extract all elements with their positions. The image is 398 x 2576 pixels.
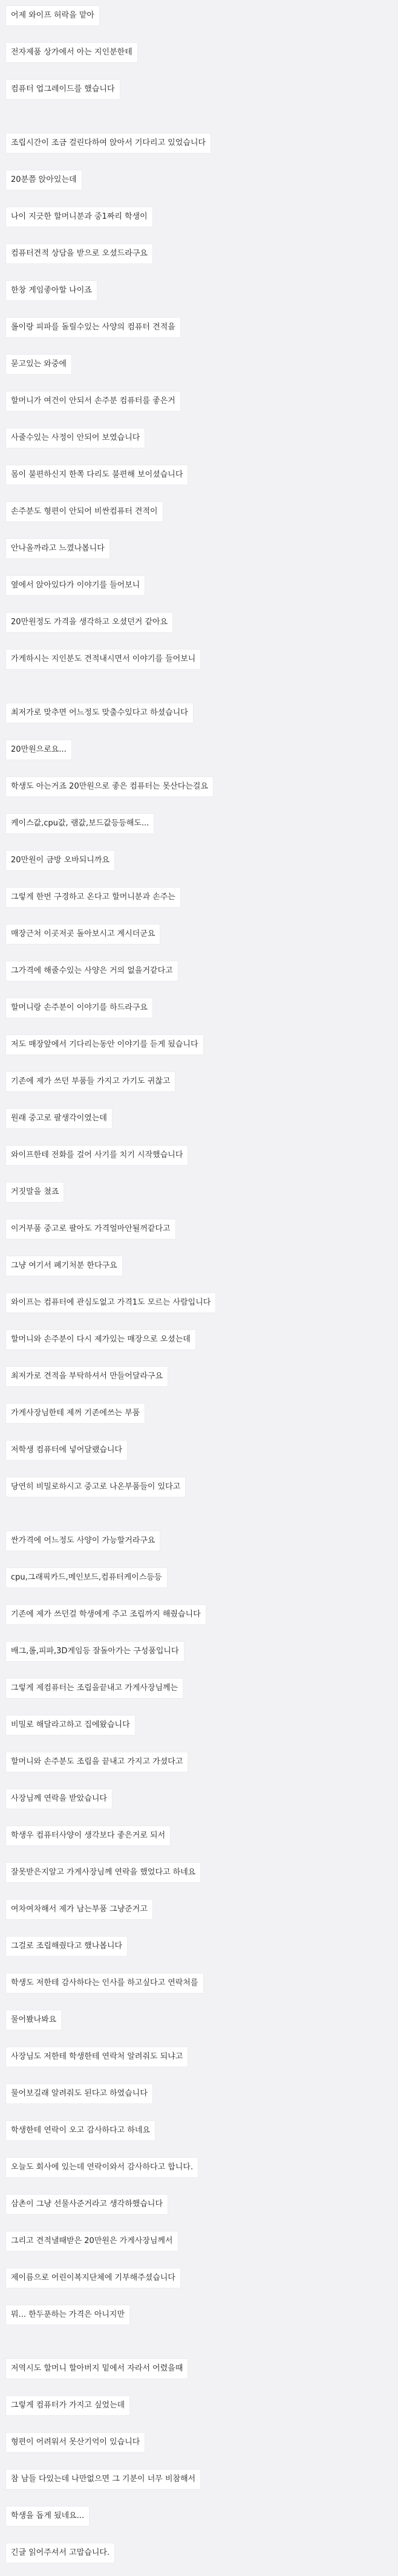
post-text-line: 와이프한테 전화를 걸어 사기를 치기 시작했습니다 [6, 1146, 188, 1165]
post-text-line: 가게사장님한테 제꺼 기존에쓰는 부품 [6, 1404, 145, 1423]
post-text-line: 잘못받은지알고 가게사장님께 연락을 했었다고 하네요 [6, 1863, 200, 1882]
post-text-line: 사장님께 연락을 받았습니다 [6, 1789, 112, 1809]
post-text-line: 사장님도 저한테 학생한테 연락처 알려줘도 되냐고 [6, 2047, 188, 2067]
post-text-line: 컴퓨터견적 상담을 받으로 오셨드라구요 [6, 244, 152, 263]
post-text-line: 케이스값,cpu값, 램값,보드값등등해도... [6, 814, 154, 833]
post-text-line: 20만원이 금방 오바되니까요 [6, 851, 114, 870]
post-text-line: 물어봤나봐요 [6, 2010, 61, 2030]
post-text-line: 할머니와 손주분도 조립을 끝내고 가지고 가셨다고 [6, 1752, 188, 1772]
post-text-line: 최저가로 맞추면 어느정도 맞출수있다고 하셨습니다 [6, 703, 193, 723]
post-text-line: 그냥 여기서 폐기처분 한다구요 [6, 1256, 122, 1276]
post-text-line: 저역시도 할머니 할아버지 밑에서 자라서 어렸을때 [6, 2359, 188, 2378]
post-text-line: 학생우 컴퓨터사양이 생각보다 좋은거로 되서 [6, 1826, 170, 1845]
post-text-line: 학생을 돕게 됬네요... [6, 2507, 89, 2526]
post-text-line: 여차여차해서 제가 남는부품 그냥준거고 [6, 1900, 152, 1919]
post-text-line: 뭐... 한두푼하는 가격은 아니지만 [6, 2305, 129, 2325]
post-text-line: 학생도 아는거죠 20만원으로 좋은 컴퓨터는 못산다는걸요 [6, 777, 213, 796]
post-text-line: 할머니와 손주분이 다시 제가있는 매장으로 오셨는데 [6, 1330, 195, 1349]
post-text-line: 배그,롤,피파,3D게임등 잘돌아가는 구성품입니다 [6, 1642, 184, 1661]
post-text-line: 20만원으로요... [6, 740, 71, 760]
post-text-line: 그가격에 해줄수있는 사양은 거의 없을거같다고 [6, 961, 178, 981]
post-text-line: 저도 매장앞에서 기다리는동안 이야기를 듣게 됬습니다 [6, 1035, 203, 1054]
post-text-line: 안나올까라고 느꼈나봅니다 [6, 539, 109, 558]
post-text-line: 제이름으로 어린이복지단체에 기부해주셨습니다 [6, 2268, 180, 2288]
post-text-line: 롤이랑 피파를 돌릴수있는 사양의 컴퓨터 견적을 [6, 318, 180, 337]
post-text-line: 몸이 불편하신지 한쪽 다리도 불편해 보이셨습니다 [6, 465, 188, 485]
post-text-line: 20만원정도 가격을 생각하고 오셨던거 같아요 [6, 613, 172, 632]
post-text-line: 당연히 비밀로하시고 중고로 나온부품들이 있다고 [6, 1477, 185, 1497]
post-text-line: 그렇게 제컴퓨터는 조립을끝내고 가게사장님께는 [6, 1679, 183, 1698]
post-text-line: 삼촌이 그냥 선물사준거라고 생각하했습니다 [6, 2195, 168, 2214]
post-text-line: 비밀로 해달라고하고 집에왔습니다 [6, 1716, 135, 1735]
post-text-line: 할머니가 여건이 안되서 손주분 컴퓨터를 좋은거 [6, 392, 180, 411]
post-text-line: 그리고 견적낼때받은 20만원은 가게사장님께서 [6, 2232, 178, 2251]
post-text-line: 묻고있는 와중에 [6, 355, 71, 374]
post-text-line: 손주분도 형편이 안되어 비싼컴퓨터 견적이 [6, 502, 163, 521]
post-text-line: 참 남들 다있는데 나만없으면 그 기분이 너무 비참해서 [6, 2470, 200, 2489]
post-text-line: 그렇게 컴퓨터가 가지고 싶었는데 [6, 2396, 129, 2415]
post-text-line: 기존에 제가 쓰던 부품들 가지고 가기도 귀찮고 [6, 1072, 175, 1091]
post-text-line: 할머니랑 손주분이 이야기를 하드라구요 [6, 998, 152, 1018]
post-text-line: 와이프는 컴퓨터에 관심도없고 가격1도 모르는 사람입니다 [6, 1293, 215, 1312]
post-text-line: 20분쯤 앉아있는데 [6, 170, 82, 190]
post-text-line: 학생도 저한테 감사하다는 인사를 하고싶다고 연락처를 [6, 1974, 203, 1993]
post-text-line: 사줄수있는 사정이 안되어 보였습니다 [6, 428, 145, 448]
post-text-line: 매장근처 이곳저곳 돌아보시고 계시더군요 [6, 925, 160, 944]
post-text-line: 조립시간이 조금 걸린다하여 앉아서 기다리고 있었습니다 [6, 134, 210, 153]
post-text-line: 오늘도 회사에 있는데 연락이와서 감사하다고 합니다. [6, 2158, 198, 2177]
post-text-line: 물어보길래 알려줘도 된다고 하였습니다 [6, 2084, 152, 2103]
post-text-line: 전자제품 상가에서 아는 지인분한테 [6, 43, 137, 62]
post-text-line: cpu,그래픽카드,메인보드,컴퓨터케이스등등 [6, 1568, 167, 1587]
post-text-line: 한창 게임좋아할 나이죠 [6, 281, 97, 300]
post-text-line: 나이 지긋한 할머니분과 중1짜리 학생이 [6, 207, 152, 227]
post-text-line: 형편이 어려워서 못산기억이 있습니다 [6, 2433, 145, 2452]
post-text-line: 그걸로 조립해줬다고 했나봅니다 [6, 1937, 127, 1956]
post-text-line: 기존에 제가 쓰던걸 학생에게 주고 조립까지 해줬습니다 [6, 1605, 206, 1624]
post-text-line: 저학생 컴퓨터에 넣어달랬습니다 [6, 1441, 127, 1460]
post-text-line: 거짓말을 쳤죠 [6, 1183, 64, 1202]
post-text-line: 가게하시는 지인분도 견적내시면서 이야기를 들어보니 [6, 650, 200, 669]
post-text-line: 어제 와이프 허락을 맡아 [6, 6, 99, 25]
post-text-line: 긴글 읽어주셔서 고맙습니다. [6, 2543, 114, 2563]
post-text-line: 학생한테 연락이 오고 감사하다고 하네요 [6, 2121, 155, 2140]
post-text-line: 싼가격에 어느정도 사양이 가능할거라구요 [6, 1531, 160, 1551]
post-text-line: 컴퓨터 업그레이드를 했습니다 [6, 80, 120, 99]
post-text-line: 옆에서 앉아있다가 이야기를 들어보니 [6, 576, 145, 595]
post-text-line: 이거부품 중고로 팔아도 가격얼마안될꺼같다고 [6, 1219, 175, 1239]
post-text-line: 최저가로 견적을 부탁하셔서 만들어달라구요 [6, 1367, 168, 1386]
post-text-line: 원래 중고로 팔생각이였는데 [6, 1109, 112, 1128]
post-text-line: 그렇게 한번 구경하고 온다고 할머니분과 손주는 [6, 888, 180, 907]
